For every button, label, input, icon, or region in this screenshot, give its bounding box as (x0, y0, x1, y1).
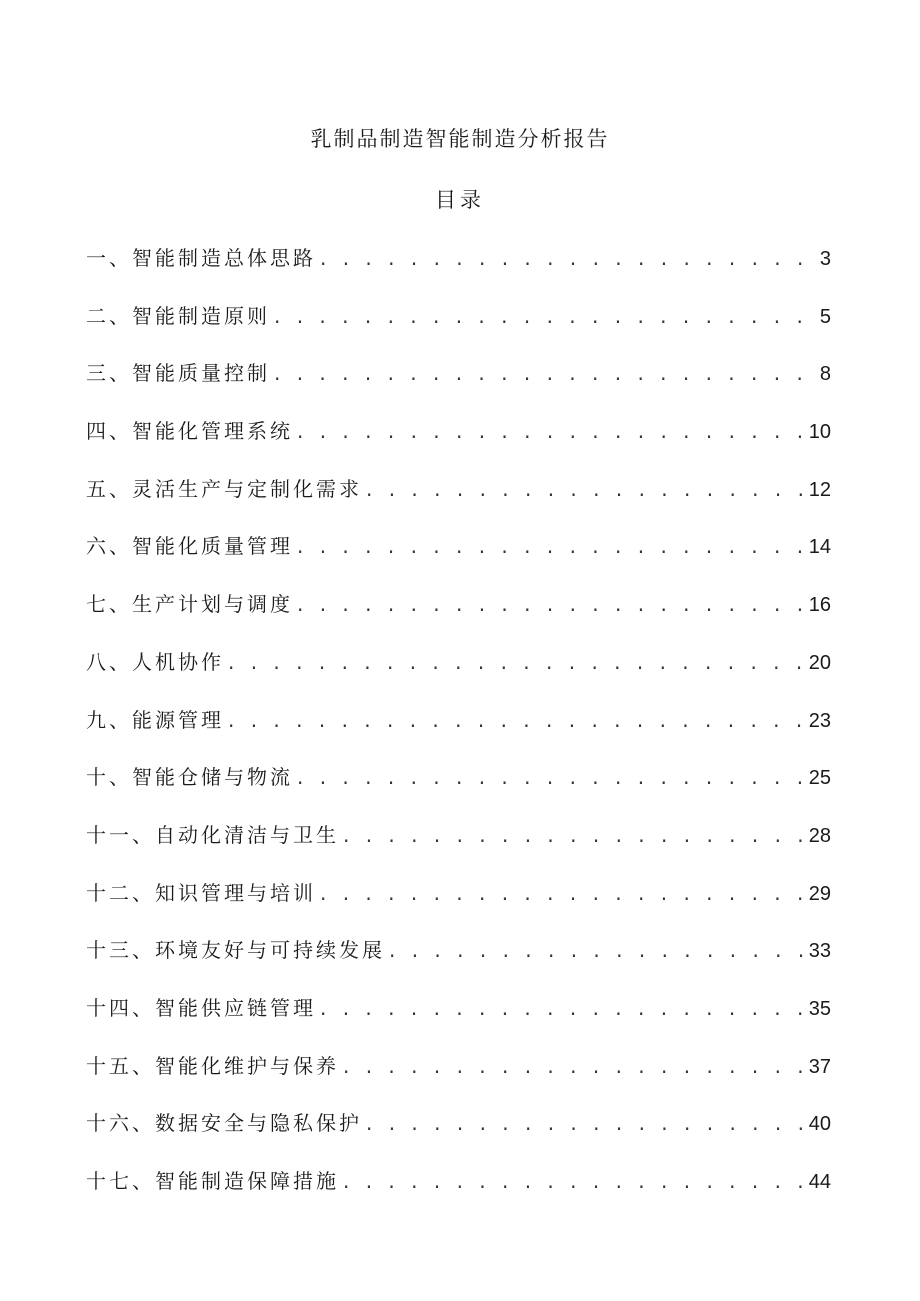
toc-entry-label: 一、智能制造总体思路 (86, 246, 316, 270)
toc-entry-label: 七、生产计划与调度 (86, 592, 293, 617)
toc-entry-page: 40 (808, 1113, 831, 1136)
toc-entry-page: 3 (819, 248, 831, 270)
toc-entry[interactable] (86, 647, 831, 705)
toc-entry-page: 5 (819, 305, 831, 328)
toc-dot-leader (343, 820, 807, 850)
toc-entry-label: 十六、数据安全与隐私保护 (86, 1111, 362, 1136)
toc-entry-page: 28 (808, 824, 831, 847)
toc-entry-label: 十四、智能供应链管理 (86, 995, 316, 1020)
toc-dot-leader (320, 993, 807, 1023)
toc-entry[interactable] (86, 1166, 831, 1224)
toc-entry-label: 五、灵活生产与定制化需求 (86, 476, 362, 501)
toc-entry-label: 四、智能化管理系统 (86, 419, 293, 444)
toc-entry[interactable] (86, 1108, 831, 1166)
toc-entry[interactable] (86, 474, 831, 532)
toc-entry[interactable] (86, 243, 831, 301)
toc-entry-label: 六、智能化质量管理 (86, 534, 293, 559)
toc-entry-page: 20 (808, 651, 831, 674)
toc-entry-page: 23 (808, 709, 831, 732)
toc-entry[interactable] (86, 531, 831, 589)
toc-entry[interactable] (86, 878, 831, 936)
toc-dot-leader (389, 935, 807, 965)
toc-entry[interactable] (86, 993, 831, 1051)
table-of-contents (86, 243, 831, 1224)
toc-entry-page: 16 (808, 594, 831, 617)
toc-entry-page: 44 (808, 1171, 831, 1193)
toc-entry[interactable] (86, 416, 831, 474)
toc-entry-page: 10 (808, 421, 831, 444)
toc-entry[interactable] (86, 301, 831, 359)
toc-dot-leader (228, 705, 807, 735)
toc-entry-page: 12 (808, 478, 831, 501)
toc-entry-page: 25 (808, 767, 831, 790)
toc-entry-page: 33 (808, 940, 831, 963)
toc-entry-page: 29 (808, 882, 831, 905)
toc-entry-page: 37 (808, 1055, 831, 1078)
toc-entry[interactable] (86, 1051, 831, 1109)
toc-entry-label: 三、智能质量控制 (86, 361, 270, 386)
toc-dot-leader (320, 878, 807, 908)
toc-entry-label: 十五、智能化维护与保养 (86, 1053, 339, 1078)
toc-dot-leader (297, 762, 807, 792)
toc-entry[interactable] (86, 935, 831, 993)
document-title: 乳制品制造智能制造分析报告 (310, 127, 610, 151)
toc-entry[interactable] (86, 589, 831, 647)
toc-dot-leader (297, 416, 807, 446)
toc-entry-label: 十一、自动化清洁与卫生 (86, 822, 339, 847)
toc-entry-page: 8 (819, 363, 831, 386)
toc-entry[interactable] (86, 762, 831, 820)
toc-heading: 目录 (435, 188, 485, 212)
toc-entry-page: 35 (808, 997, 831, 1020)
toc-dot-leader (320, 243, 818, 273)
toc-entry[interactable] (86, 358, 831, 416)
toc-entry-page: 14 (808, 536, 831, 559)
toc-entry-label: 九、能源管理 (86, 707, 224, 732)
toc-dot-leader (297, 531, 807, 561)
toc-entry-label: 十七、智能制造保障措施 (86, 1169, 339, 1193)
toc-dot-leader (297, 589, 807, 619)
toc-entry-label: 二、智能制造原则 (86, 303, 270, 328)
toc-entry[interactable] (86, 705, 831, 763)
toc-entry-label: 十二、知识管理与培训 (86, 880, 316, 905)
toc-dot-leader (274, 301, 818, 331)
toc-dot-leader (274, 358, 818, 388)
toc-dot-leader (366, 1108, 807, 1138)
toc-entry-label: 十三、环境友好与可持续发展 (86, 938, 385, 963)
toc-entry[interactable] (86, 820, 831, 878)
toc-entry-label: 十、智能仓储与物流 (86, 765, 293, 790)
toc-dot-leader (343, 1051, 807, 1081)
toc-dot-leader (228, 647, 807, 677)
toc-dot-leader (343, 1166, 807, 1196)
toc-dot-leader (366, 474, 807, 504)
toc-entry-label: 八、人机协作 (86, 649, 224, 674)
